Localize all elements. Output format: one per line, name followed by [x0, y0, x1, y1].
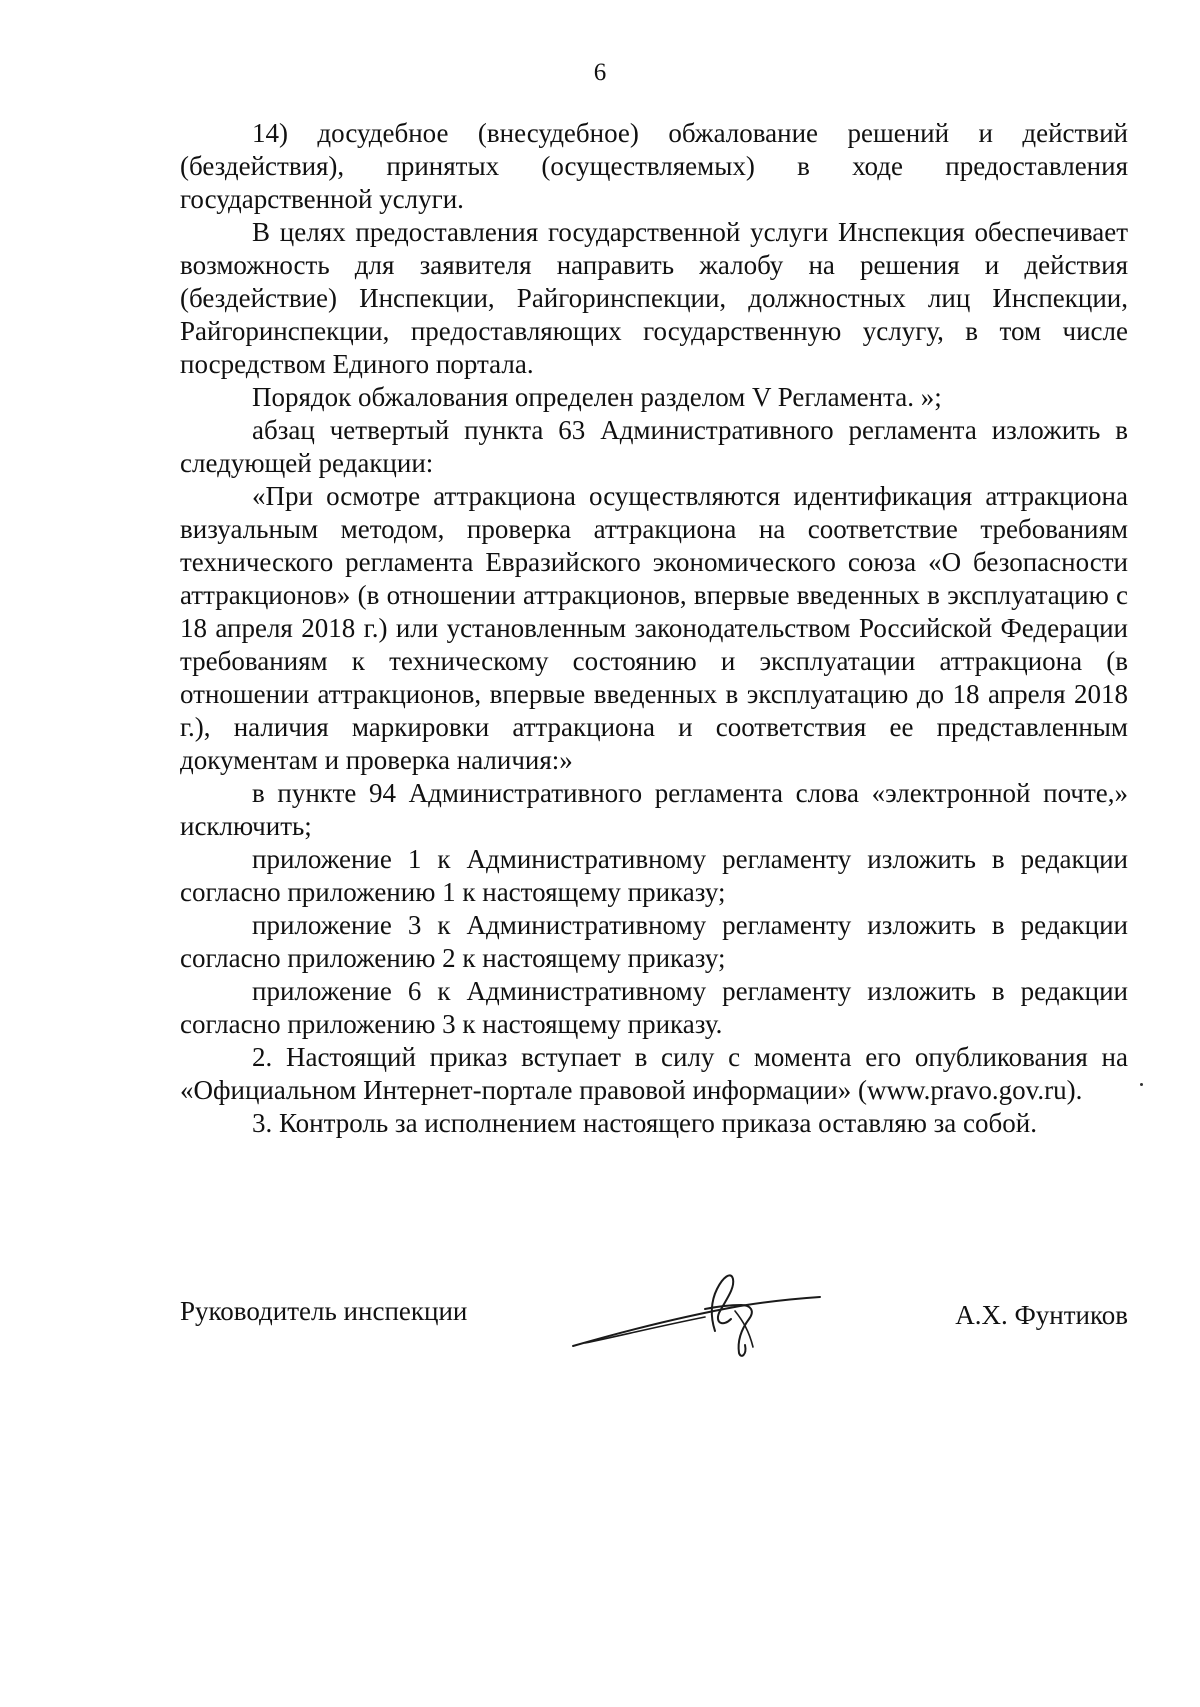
- scan-artifact-dot: [1140, 1083, 1143, 1086]
- paragraph-appendix-6: приложение 6 к Административному регламенту изложить в редакции согласно приложению 3 к настоящему приказу.: [180, 976, 1128, 1039]
- paragraph-appendix-1: приложение 1 к Административному регламенту изложить в редакции согласно приложению 1 к настоящему приказу;: [180, 844, 1128, 907]
- paragraph-appeal-procedure: Порядок обжалования определен разделом V Регламента. »;: [252, 382, 942, 412]
- paragraph-entry-into-force: 2. Настоящий приказ вступает в силу с момента его опубликования на «Официальном Интернет-портале правовой информации» (www.pravo.gov.ru).: [180, 1042, 1128, 1105]
- paragraph-control: 3. Контроль за исполнением настоящего приказа оставляю за собой.: [252, 1108, 1037, 1138]
- paragraph-appeal-item: 14) досудебное (внесудебное) обжалование решений и действий (бездействия), принятых (осуществляемых) в ходе предоставления государственной услуги.: [180, 118, 1128, 214]
- paragraph-amend-item-63: абзац четвертый пункта 63 Административного регламента изложить в следующей редакции:: [180, 415, 1128, 478]
- paragraph-complaint-possibility: В целях предоставления государственной услуги Инспекция обеспечивает возможность для заявителя направить жалобу на решения и действия (бездействие) Инспекции, Райгоринспекции, должностных лиц Инспекции, Райгоринспекции, предоставляющих государственную услугу, в том числе посредством Единого портала.: [180, 217, 1128, 379]
- paragraph-inspection-text: «При осмотре аттракциона осуществляются идентификация аттракциона визуальным методом, проверка аттракциона на соответствие требованиям технического регламента Евразийского экономического союза «О безопасности аттракционов» (в отношении аттракционов, впервые введенных в эксплуатацию с 18 апреля 2018 г.) или установленным законодательством Российской Федерации требованиям к техническому состоянию и эксплуатации аттракциона (в отношении аттракционов, впервые введенных в эксплуатацию до 18 апреля 2018 г.), наличия маркировки аттракциона и соответствия ее представленным документам и проверка наличия:»: [180, 481, 1128, 775]
- signature-block: [180, 1283, 1128, 1363]
- handwritten-signature: [565, 1261, 835, 1361]
- paragraph-appendix-3: приложение 3 к Административному регламенту изложить в редакции согласно приложению 2 к настоящему приказу;: [180, 910, 1128, 973]
- signatory-name: А.Х. Фунтиков: [955, 1300, 1128, 1330]
- document-body: [180, 117, 1128, 1140]
- signatory-position: Руководитель инспекции: [180, 1296, 468, 1326]
- paragraph-amend-item-94: в пункте 94 Административного регламента слова «электронной почте,» исключить;: [180, 778, 1128, 841]
- page-number: 6: [593, 59, 607, 86]
